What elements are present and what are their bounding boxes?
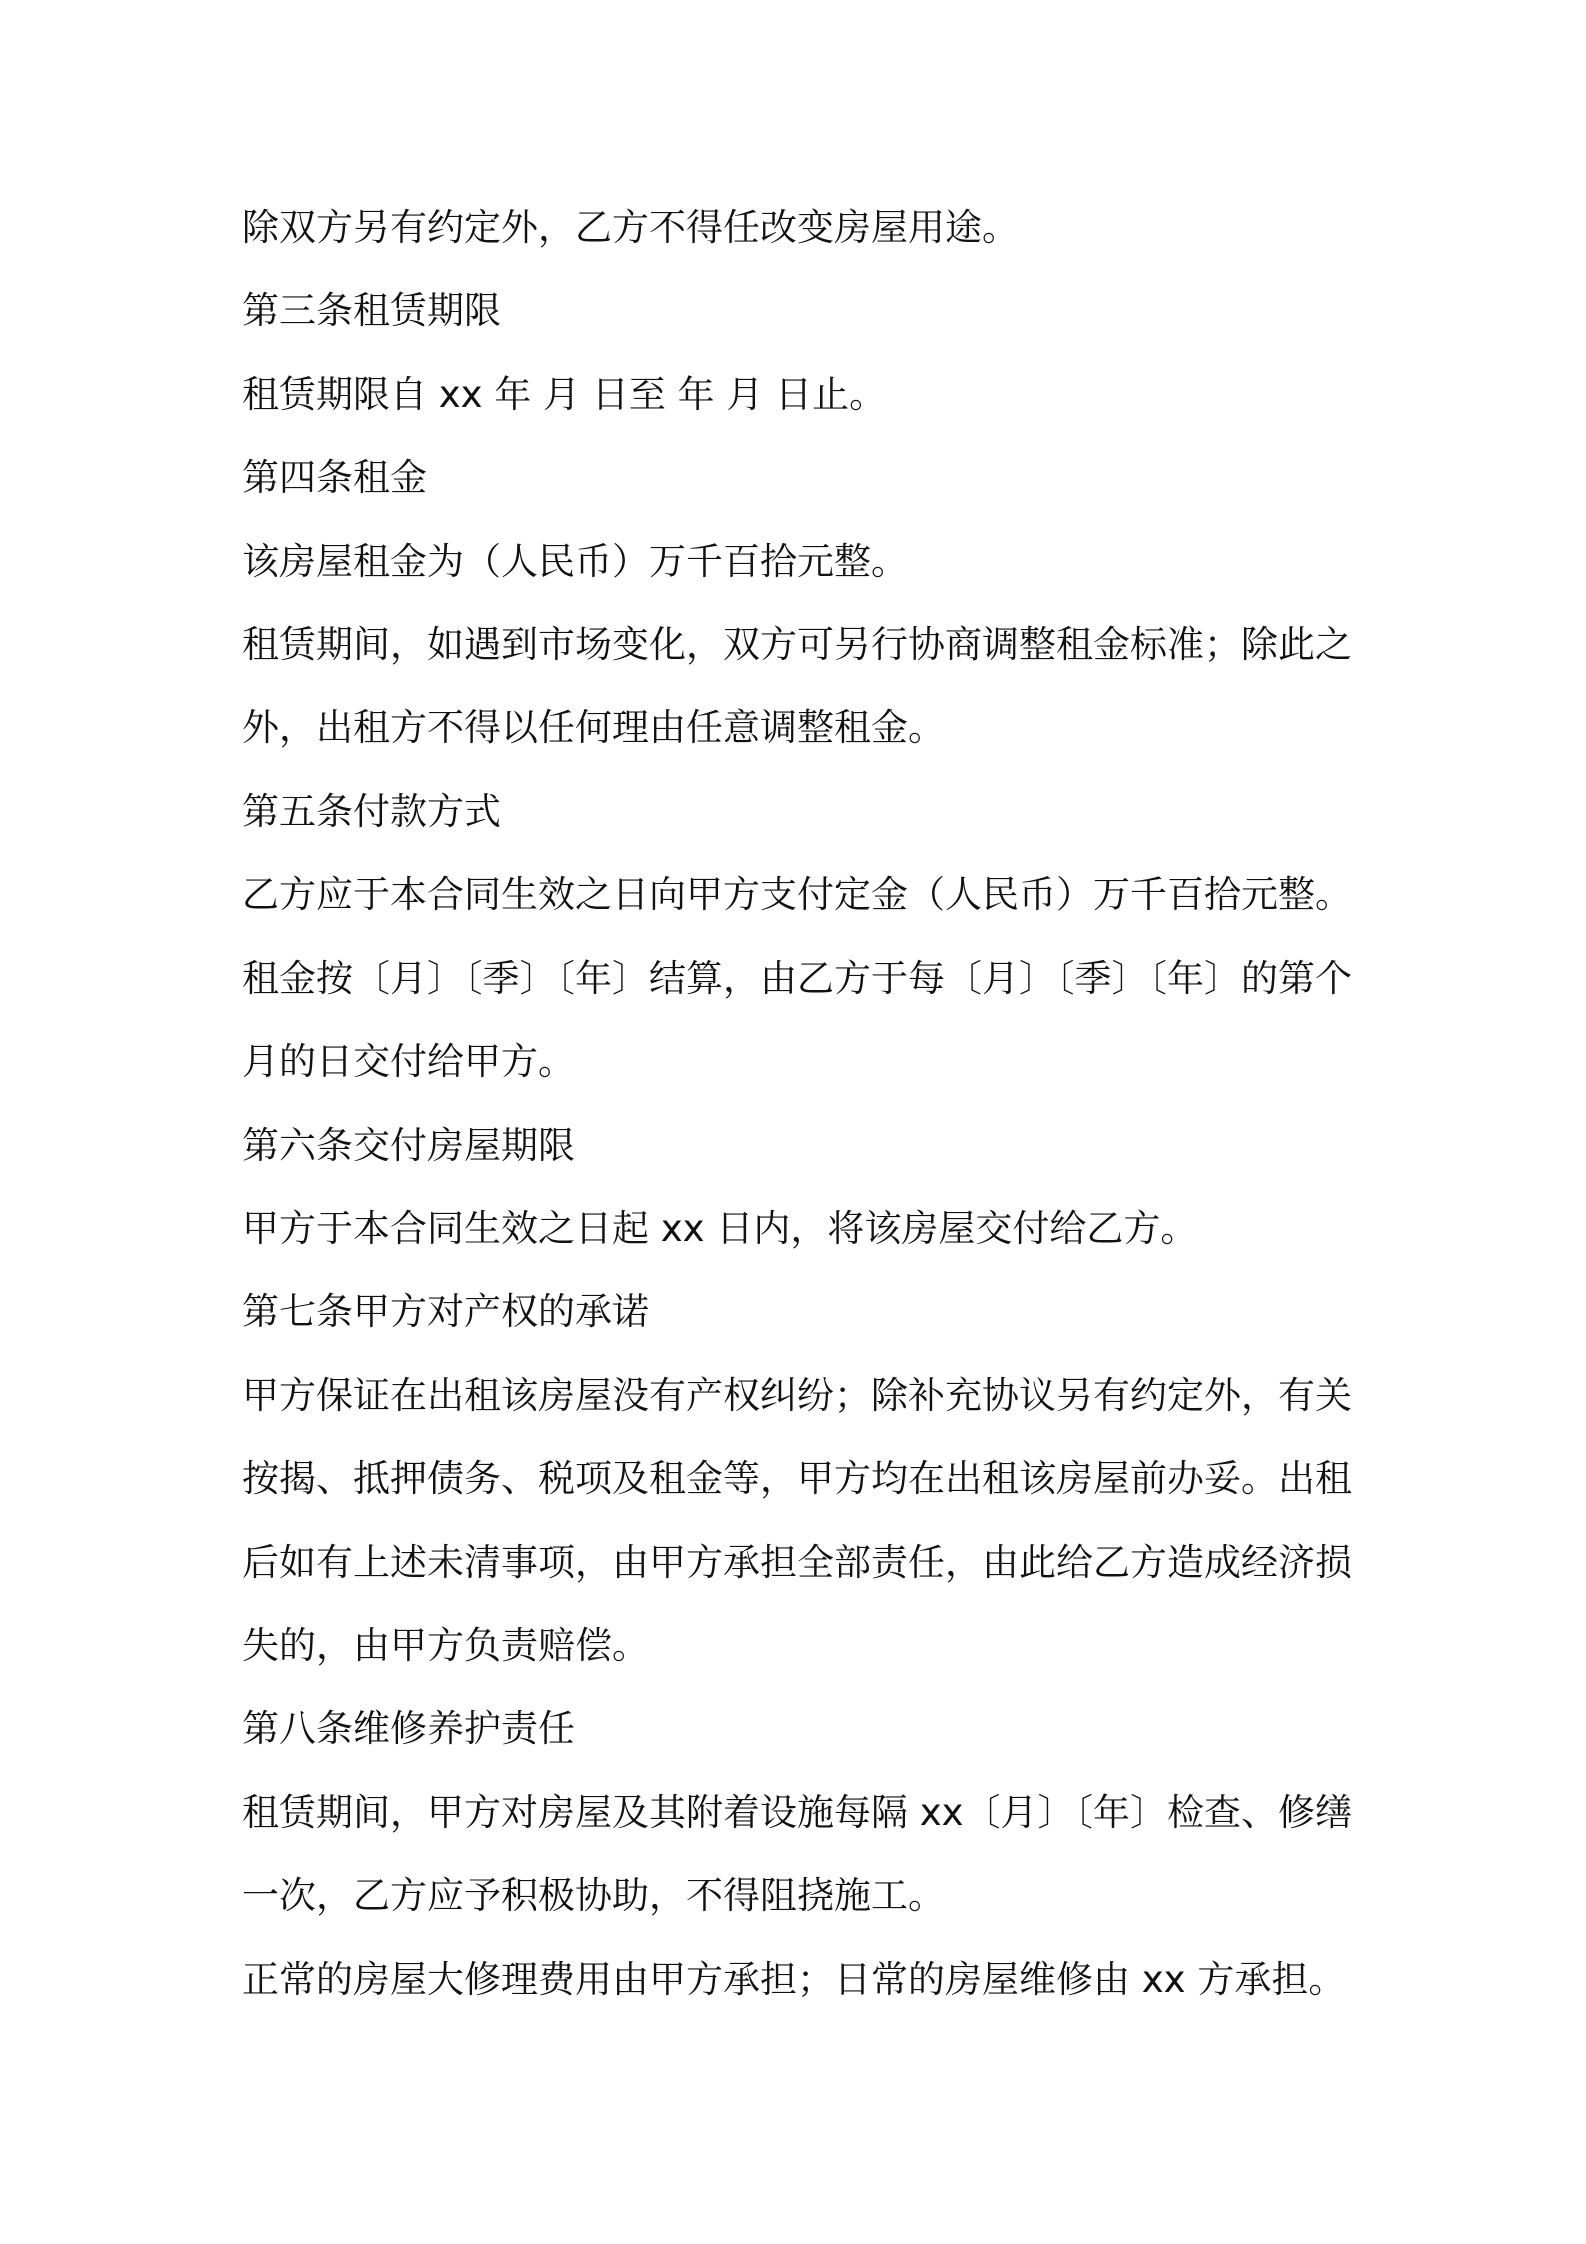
paragraph-line: 按揭、抵押债务、税项及租金等，甲方均在出租该房屋前办妥。出租 <box>242 1457 1352 1500</box>
paragraph-line: 租金按〔月〕〔季〕〔年〕结算，由乙方于每〔月〕〔季〕〔年〕的第个 <box>242 957 1352 1000</box>
paragraph-line: 甲方于本合同生效之日起 xx 日内，将该房屋交付给乙方。 <box>242 1207 1198 1250</box>
paragraph-line: 一次，乙方应予积极协助，不得阻挠施工。 <box>242 1874 945 1917</box>
paragraph-line: 月的日交付给甲方。 <box>242 1040 575 1083</box>
article-heading: 第六条交付房屋期限 <box>242 1124 575 1167</box>
article-heading: 第八条维修养护责任 <box>242 1707 575 1750</box>
article-heading: 第五条付款方式 <box>242 790 501 833</box>
article-heading: 第三条租赁期限 <box>242 289 501 332</box>
paragraph-line: 甲方保证在出租该房屋没有产权纠纷；除补充协议另有约定外，有关 <box>242 1374 1352 1417</box>
paragraph-line: 除双方另有约定外，乙方不得任改变房屋用途。 <box>242 206 1019 249</box>
paragraph-line: 乙方应于本合同生效之日向甲方支付定金（人民币）万千百拾元整。 <box>242 873 1352 916</box>
paragraph-line: 正常的房屋大修理费用由甲方承担；日常的房屋维修由 xx 方承担。 <box>242 1958 1346 2001</box>
paragraph-line: 租赁期间，甲方对房屋及其附着设施每隔 xx〔月〕〔年〕检查、修缮 <box>242 1791 1353 1834</box>
article-heading: 第七条甲方对产权的承诺 <box>242 1290 649 1333</box>
paragraph-line: 租赁期限自 xx 年 月 日至 年 月 日止。 <box>242 373 887 416</box>
paragraph-line: 失的，由甲方负责赔偿。 <box>242 1624 649 1667</box>
paragraph-line: 租赁期间，如遇到市场变化，双方可另行协商调整租金标准；除此之 <box>242 623 1352 666</box>
paragraph-line: 后如有上述未清事项，由甲方承担全部责任，由此给乙方造成经济损 <box>242 1541 1352 1584</box>
paragraph-line: 外，出租方不得以任何理由任意调整租金。 <box>242 706 945 749</box>
paragraph-line: 该房屋租金为（人民币）万千百拾元整。 <box>242 540 908 583</box>
article-heading: 第四条租金 <box>242 456 427 499</box>
